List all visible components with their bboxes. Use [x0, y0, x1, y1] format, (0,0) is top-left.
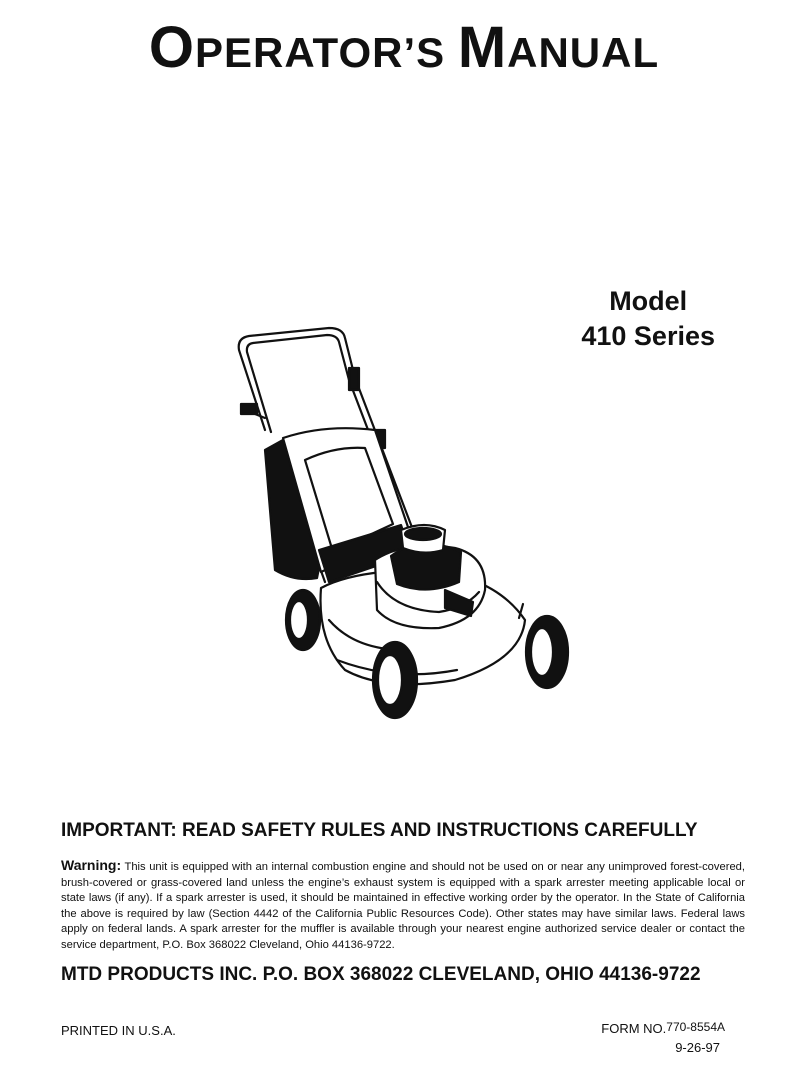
warning-paragraph — [61, 858, 745, 953]
company-address: MTD PRODUCTS INC. P.O. BOX 368022 CLEVELAND, OHIO 44136-9722 — [61, 964, 701, 985]
title-word-1: PERATOR’S — [194, 29, 446, 76]
model-series: 410 Series — [581, 321, 715, 351]
model-label: Model — [609, 286, 688, 316]
warning-label: Warning: — [61, 857, 122, 873]
model-block — [581, 284, 715, 354]
lawn-mower-icon — [225, 320, 585, 725]
print-date: 9-26-97 — [675, 1040, 720, 1055]
printed-in: PRINTED IN U.S.A. — [61, 1023, 176, 1038]
warning-text: This unit is equipped with an internal combustion engine and should not be used on or near any unimproved forest-covered, brush-covered or grass-covered land unless the engine’s exhaust system is equipped with a spark arrester meeting applicable local or state laws (if any). If a spark arrester is used, it should be maintained in effective working order by the operator. In the State of California the above is required by law (Section 4442 of the California Public Resources Code). Other states may have similar laws. Federal laws apply on federal lands. A spark arrester for the muffler is available through your nearest engine authorized service dealer or contact the service department, P.O. Box 368022 Cleveland, Ohio 44136-9722. — [61, 861, 745, 951]
important-heading: IMPORTANT: READ SAFETY RULES AND INSTRUCTIONS CAREFULLY — [61, 820, 698, 841]
manual-title — [0, 14, 808, 81]
title-word-2: ANUAL — [507, 29, 660, 76]
form-label: FORM NO. — [601, 1021, 667, 1036]
form-number-value: 770-8554A — [666, 1020, 725, 1034]
form-number — [601, 1020, 725, 1036]
title-initial-o: O — [148, 15, 195, 80]
title-initial-m: M — [457, 15, 508, 80]
